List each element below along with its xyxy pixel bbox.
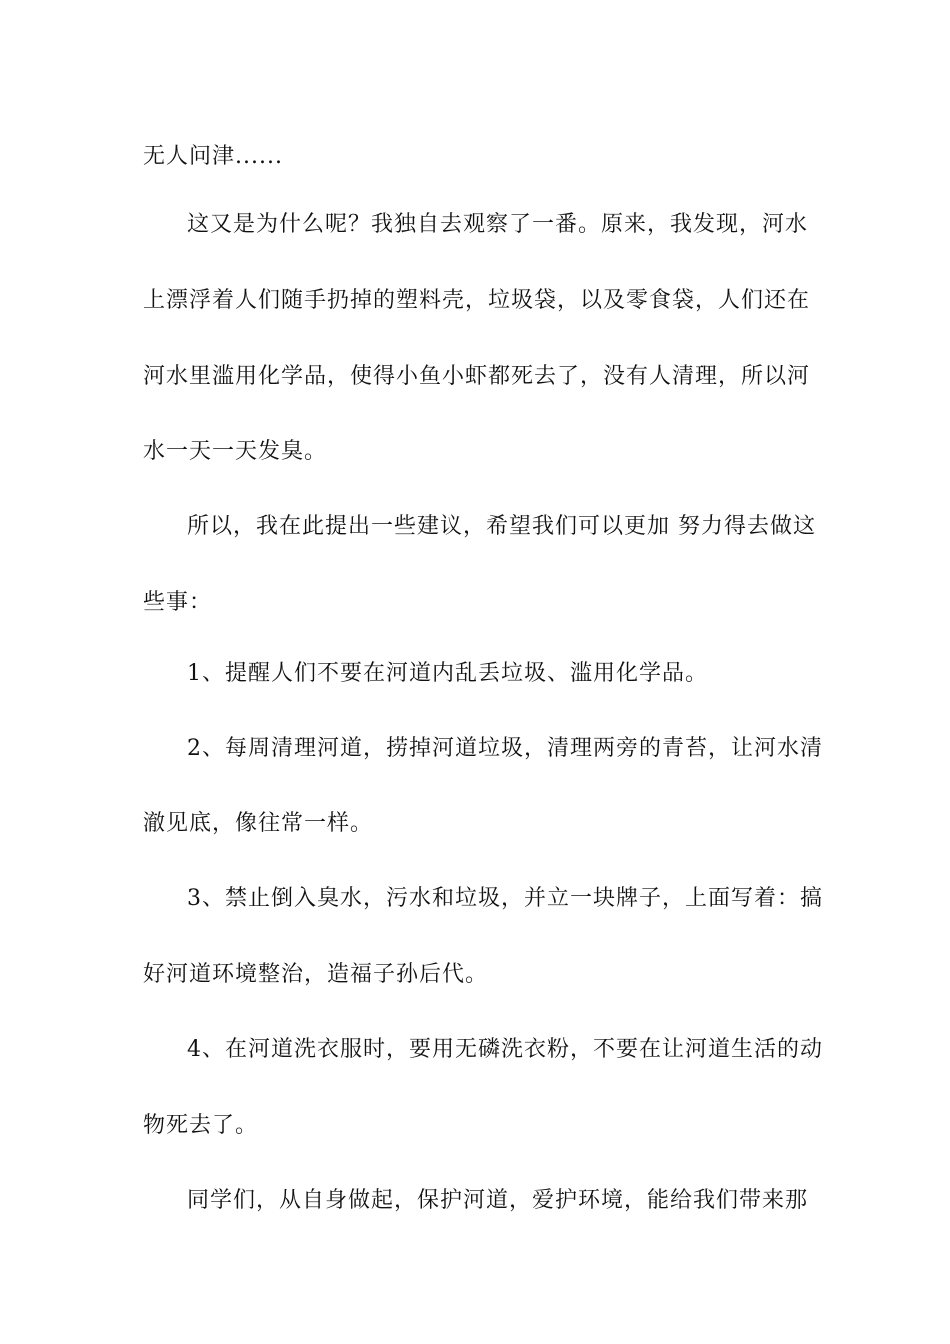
text-line: 河水里滥用化学品，使得小鱼小虾都死去了，没有人清理，所以河 bbox=[143, 364, 811, 389]
paragraph-line: 这又是为什么呢？我独自去观察了一番。原来，我发现，河水 bbox=[187, 212, 809, 237]
text-line: 无人问津...... bbox=[143, 144, 283, 169]
text-line: 些事： bbox=[143, 590, 213, 615]
text-line: 好河道环境整治，造福子孙后代。 bbox=[143, 962, 489, 987]
text-line: 上漂浮着人们随手扔掉的塑料壳，垃圾袋，以及零食袋，人们还在 bbox=[143, 288, 811, 313]
text-line: 物死去了。 bbox=[143, 1113, 259, 1138]
list-item: 3、禁止倒入臭水，污水和垃圾，并立一块牌子，上面写着：搞 bbox=[187, 886, 823, 911]
list-item: 2、每周清理河道，捞掉河道垃圾，清理两旁的青苔，让河水清 bbox=[187, 736, 823, 761]
list-item: 1、提醒人们不要在河道内乱丢垃圾、滥用化学品。 bbox=[187, 661, 708, 686]
paragraph-line: 同学们，从自身做起，保护河道，爱护环境，能给我们带来那 bbox=[187, 1188, 809, 1213]
text-line: 澈见底，像往常一样。 bbox=[143, 811, 374, 836]
text-line: 水一天一天发臭。 bbox=[143, 439, 328, 464]
list-item: 4、在河道洗衣服时，要用无磷洗衣粉，不要在让河道生活的动 bbox=[187, 1037, 823, 1062]
paragraph-line: 所以，我在此提出一些建议，希望我们可以更加 努力得去做这 bbox=[187, 514, 816, 539]
